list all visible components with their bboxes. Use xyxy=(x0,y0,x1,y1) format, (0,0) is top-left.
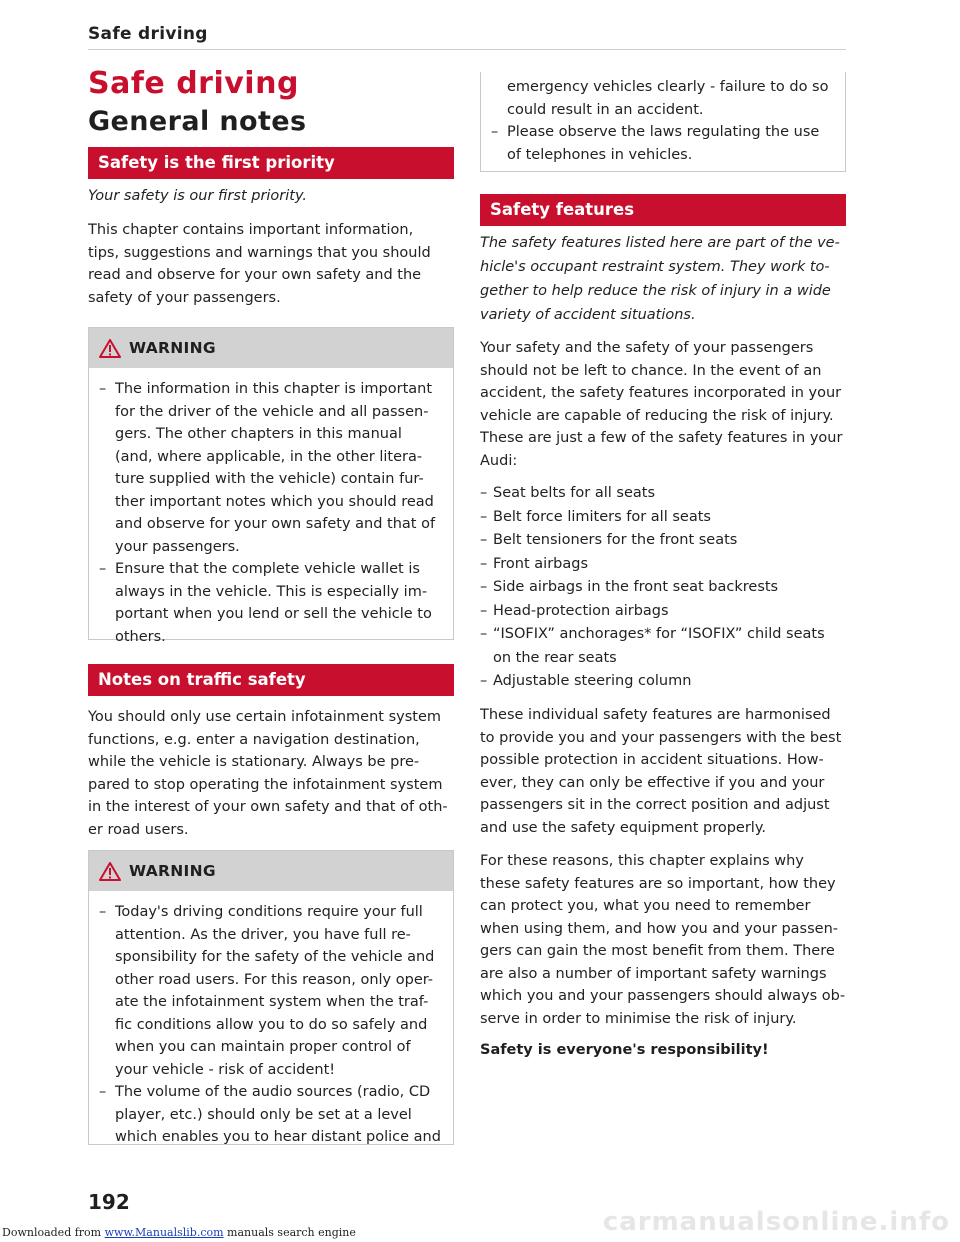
list-item: – Front airbags xyxy=(480,555,589,572)
text-line: tips, suggestions and warnings that you should xyxy=(88,244,431,261)
safety-features-list xyxy=(480,482,846,694)
text-line: when using them, and how you and your passen- xyxy=(480,920,838,937)
text-line: variety of accident situations. xyxy=(480,307,696,323)
download-footer xyxy=(2,1226,356,1239)
warning-item: – The information in this chapter is important for the driver of the vehicle and all passen- gers. The other chapters in this manual (and, where applicable, in the other litera- ture supplied with the vehicle) contain fur- ther important notes which you should read and observe for your own safety and that of your passengers. xyxy=(99,381,436,555)
section-bar-safety-first: Safety is the first priority xyxy=(88,147,454,179)
text-line: these safety features are so important, how they xyxy=(480,875,836,892)
text-line: which you and your passengers should always ob- xyxy=(480,988,846,1004)
header-rule xyxy=(88,49,846,50)
page-number: 192 xyxy=(88,1190,130,1214)
list-item: – Adjustable steering column xyxy=(480,673,692,689)
list-item: – Side airbags in the front seat backrests xyxy=(480,579,779,595)
warning-list xyxy=(89,368,453,660)
footer-suffix: manuals search engine xyxy=(223,1226,356,1239)
text-line: This chapter contains important information, xyxy=(88,222,414,238)
text-line: read and observe for your own safety and the xyxy=(88,267,422,283)
section-lead-safety-first: Your safety is our first priority. xyxy=(88,188,308,204)
text-line: safety of your passengers. xyxy=(88,289,281,306)
warning-item: – Ensure that the complete vehicle wallet is always in the vehicle. This is especially im- portant when you lend or sell the vehicle to others. xyxy=(99,561,432,645)
list-item: – Belt tensioners for the front seats xyxy=(480,532,738,548)
text-line: passengers sit in the correct position and adjust xyxy=(480,797,830,813)
text-line: For these reasons, this chapter explains why xyxy=(480,853,804,869)
warning-list xyxy=(89,891,453,1161)
warning-box-continued xyxy=(480,72,846,172)
text-line: and use the safety equipment properly. xyxy=(480,819,766,836)
warning-item: emergency vehicles clearly - failure to do so could result in an accident. xyxy=(507,79,829,118)
paragraph-reasons xyxy=(480,850,846,1030)
text-line: possible protection in accident situations. How- xyxy=(480,752,824,768)
list-item: – “ISOFIX” anchorages* for “ISOFIX” child seats on the rear seats xyxy=(480,626,825,666)
text-line: serve in order to minimise the risk of injury. xyxy=(480,1010,797,1027)
warning-item: – The volume of the audio sources (radio, CD player, etc.) should only be set at a level which enables you to hear distant police and xyxy=(99,1084,441,1145)
warning-header xyxy=(89,328,453,368)
section-body-safety-first xyxy=(88,219,454,309)
warning-label: WARNING xyxy=(129,862,216,880)
manualslib-link[interactable]: www.Manualslib.com xyxy=(104,1226,224,1239)
page-subtitle: General notes xyxy=(88,106,307,137)
text-line: The safety features listed here are part of the ve- xyxy=(480,235,840,251)
warning-header xyxy=(89,851,453,891)
watermark: carmanualsonline.info xyxy=(602,1207,950,1237)
closing-statement: Safety is everyone's responsibility! xyxy=(480,1042,769,1058)
text-line: ever, they can only be effective if you and your xyxy=(480,774,825,791)
text-line: These are just a few of the safety features in your xyxy=(480,430,843,446)
running-head: Safe driving xyxy=(88,24,208,44)
text-line: in the interest of your own safety and that of oth- xyxy=(88,799,448,815)
text-line: are also a number of important safety warnings xyxy=(480,965,827,982)
section-bar-safety-features: Safety features xyxy=(480,194,846,226)
text-line: You should only use certain infotainment system xyxy=(88,709,441,725)
text-line: while the vehicle is stationary. Always be pre- xyxy=(88,754,420,770)
list-item: – Head-protection airbags xyxy=(480,602,669,619)
text-line: Audi: xyxy=(480,452,518,469)
text-line: gether to help reduce the risk of injury in a wide xyxy=(480,283,831,299)
warning-triangle-icon xyxy=(99,339,121,358)
text-line: accident, the safety features incorporated in your xyxy=(480,385,842,401)
text-line: should not be left to chance. In the event of an xyxy=(480,362,822,379)
text-line: to provide you and your passengers with the best xyxy=(480,729,842,746)
warning-triangle-icon xyxy=(99,862,121,881)
warning-label: WARNING xyxy=(129,339,216,357)
list-item: – Seat belts for all seats xyxy=(480,485,656,501)
text-line: pared to stop operating the infotainment system xyxy=(88,776,443,793)
text-line: can protect you, what you need to remember xyxy=(480,898,811,914)
warning-item: – Today's driving conditions require your full attention. As the driver, you have full re- sponsibility for the safety of the vehicle and other road users. For this reason, only oper- ate the infotainment system when the traf- fic conditions allow you to do so safely and when you can maintain proper control of your vehicle - risk of accident! xyxy=(99,904,435,1078)
warning-item: – Please observe the laws regulating the use of telephones in vehicles. xyxy=(491,124,820,163)
section-body-traffic-safety xyxy=(88,706,454,841)
footer-prefix: Downloaded from xyxy=(2,1226,105,1239)
page-title: Safe driving xyxy=(88,66,299,101)
list-item: – Belt force limiters for all seats xyxy=(480,508,711,525)
section-lead-safety-features xyxy=(480,231,846,327)
section-body-safety-features xyxy=(480,337,846,472)
text-line: gers can gain the most benefit from them. There xyxy=(480,943,835,959)
warning-box-1 xyxy=(88,327,454,645)
text-line: vehicle are capable of reducing the risk of injury. xyxy=(480,407,834,424)
text-line: hicle's occupant restraint system. They work to- xyxy=(480,259,830,275)
text-line: er road users. xyxy=(88,821,189,838)
warning-list xyxy=(481,72,845,178)
section-bar-traffic-safety: Notes on traffic safety xyxy=(88,664,454,696)
text-line: These individual safety features are harmonised xyxy=(480,707,831,723)
paragraph-harmonised xyxy=(480,704,846,839)
text-line: functions, e.g. enter a navigation destination, xyxy=(88,731,420,748)
warning-box-2 xyxy=(88,850,454,1145)
text-line: Your safety and the safety of your passengers xyxy=(480,340,814,356)
